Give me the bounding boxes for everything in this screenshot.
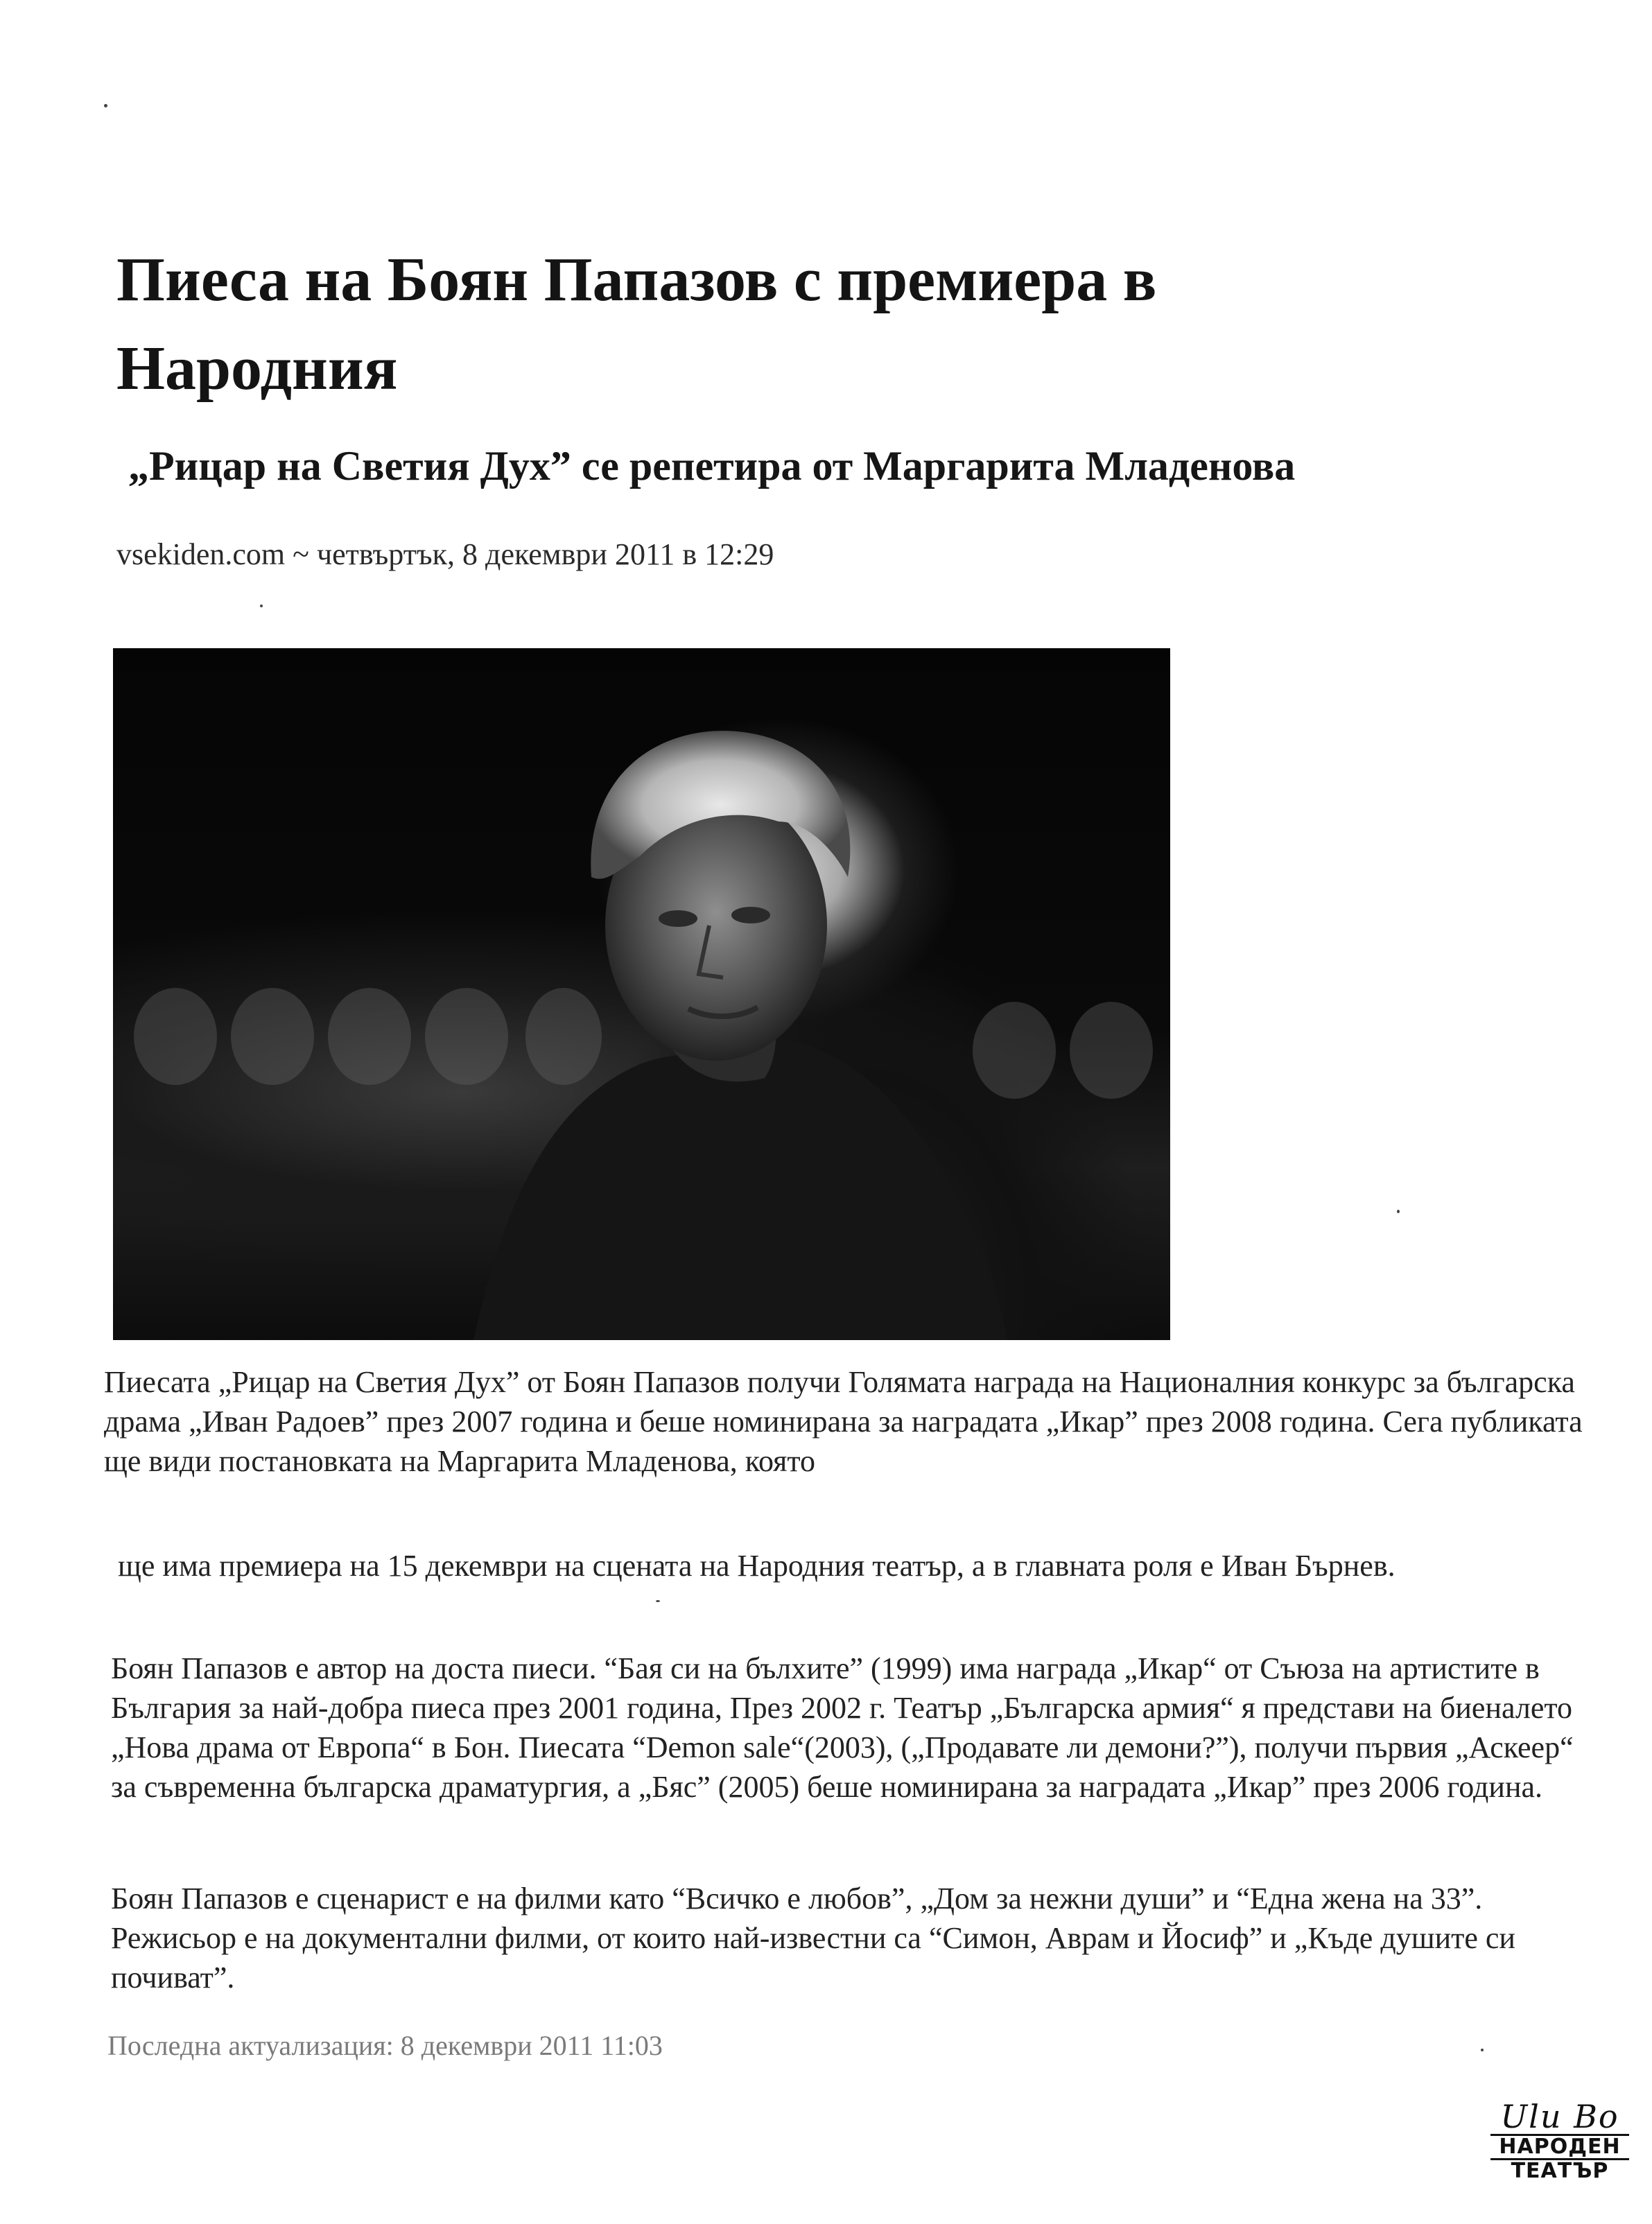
scan-speck <box>260 605 263 607</box>
paragraph-2: ще има премиера на 15 декември на сцената на Народния театър, а в главната роля е Иван Бърнев. <box>118 1549 1395 1583</box>
paragraph-4: Боян Папазов е сценарист е на филми като “Всичко е любов”, „Дом за нежни души” и “Една жена на 33”. Режисьор е на документални филми, от които най-известни са “Симон, Аврам и Йосиф” и „Къде душите си почиват”. <box>111 1882 1515 1995</box>
scan-speck <box>656 1600 660 1602</box>
last-updated: Последна актуализация: 8 декември 2011 11:03 <box>107 2030 663 2061</box>
scan-speck <box>104 104 107 107</box>
article-byline: vsekiden.com ~ четвъртък, 8 декември 2011 в 12:29 <box>116 537 774 571</box>
paragraph-1: Пиесата „Рицар на Светия Дух” от Боян Папазов получи Голямата награда на Националния конкурс за българска драма „Иван Радоев” през 2007 година и беше номинирана за наградата „Икар” през 2008 година. Сега публиката ще види постановката на Маргарита Младенова, която <box>104 1365 1583 1478</box>
article-photo <box>113 648 1170 1340</box>
portrait-silhouette <box>113 648 1170 1340</box>
scan-speck <box>1397 1210 1400 1213</box>
scan-speck <box>1481 2049 1484 2051</box>
stamp-line-2: ТЕАТЪР <box>1511 2159 1609 2183</box>
stamp-line-1: НАРОДЕН <box>1490 2134 1629 2160</box>
article-subheadline: „Рицар на Светия Дух” се репетира от Маргарита Младенова <box>128 443 1296 489</box>
paragraph-3: Боян Папазов е автор на доста пиеси. “Бая си на бълхите” (1999) има награда „Икар“ от Съюза на артистите в България за най-добра пиеса през 2001 година, През 2002 г. Театър „Българска армия“ я представи на биеналето „Нова драма от Европа“ в Бон. Пиесата “Demon sale“(2003), („Продавате ли демони?”), получи първия „Аскеер“ за съвременна българска драматургия, а „Бяс” (2005) беше номинирана за наградата „Икар” през 2006 година. <box>111 1651 1574 1804</box>
article-headline: Пиеса на Боян Папазов с премиера в Народния <box>116 245 1157 403</box>
stamp-signature: Ulu Bo <box>1500 2098 1619 2135</box>
national-theatre-stamp <box>1490 2099 1629 2196</box>
